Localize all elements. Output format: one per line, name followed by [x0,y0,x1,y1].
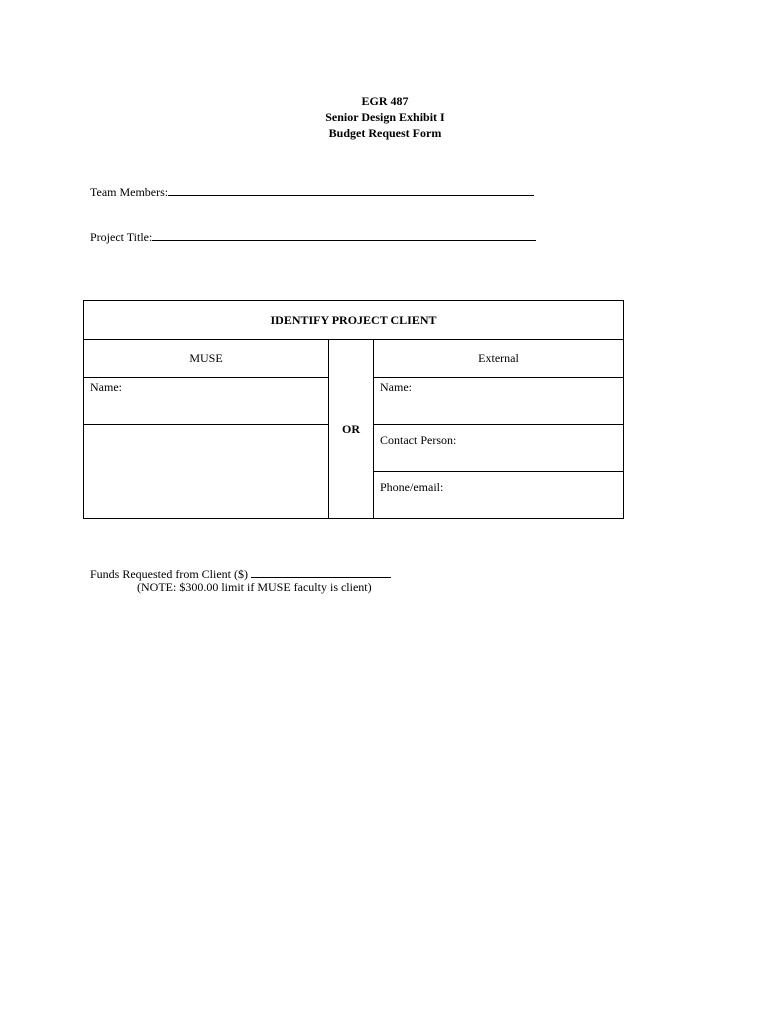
course-code: EGR 487 [361,94,409,108]
team-members-blank[interactable] [168,183,534,196]
muse-blank-cell[interactable] [84,425,329,519]
phone-email-label: Phone/email: [380,480,444,494]
project-title-field [90,228,536,244]
project-title-blank[interactable] [152,228,536,241]
client-table [83,300,624,519]
muse-heading: MUSE [84,340,329,378]
phone-email-cell[interactable] [374,472,624,519]
muse-name-cell[interactable] [84,378,329,425]
exhibit-title: Senior Design Exhibit I [325,110,445,124]
external-heading: External [374,340,624,378]
muse-name-label: Name: [90,380,122,394]
team-members-field [90,183,534,199]
funds-blank[interactable] [251,565,391,578]
client-table-title: IDENTIFY PROJECT CLIENT [84,301,624,340]
external-name-label: Name: [380,380,412,394]
contact-person-cell[interactable] [374,425,624,472]
team-members-label: Team Members: [90,185,169,199]
external-name-cell[interactable] [374,378,624,425]
project-title-label: Project Title: [90,230,153,244]
form-header [0,93,770,141]
funds-label: Funds Requested from Client ($) [90,567,248,581]
funds-note: (NOTE: $300.00 limit if MUSE faculty is client) [137,580,372,594]
form-title: Budget Request Form [328,126,442,140]
contact-person-label: Contact Person: [380,433,457,447]
or-label: OR [329,340,374,519]
